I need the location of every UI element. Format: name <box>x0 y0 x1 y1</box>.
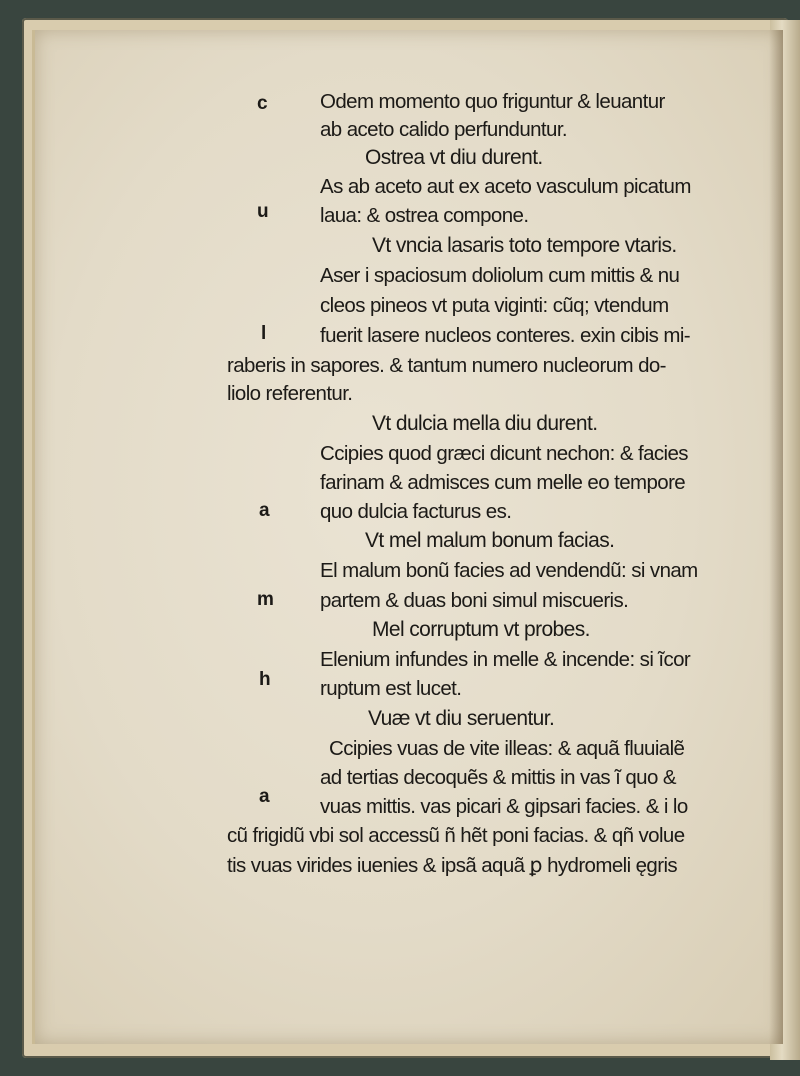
text-line: ad tertias decoquẽs & mittis in vas ĩ quo & <box>320 766 676 789</box>
text-line: liolo referentur. <box>227 382 353 405</box>
margin-letter: u <box>257 201 269 222</box>
text-line: Aser i spaciosum doliolum cum mittis & nu <box>320 264 680 287</box>
section-heading: Ostrea vt diu durent. <box>365 146 543 169</box>
margin-letter: a <box>259 500 269 521</box>
text-line: El malum bonũ facies ad vendendũ: si vnam <box>320 559 698 582</box>
text-line: Odem momento quo friguntur & leuantur <box>320 90 665 113</box>
text-line: partem & duas boni simul miscueris. <box>320 589 629 612</box>
section-heading: Vt mel malum bonum facias. <box>365 529 615 552</box>
text-line: fuerit lasere nucleos conteres. exin cibis mi- <box>320 324 691 347</box>
text-line: As ab aceto aut ex aceto vasculum picatum <box>320 175 691 198</box>
section-heading: Vt vncia lasaris toto tempore vtaris. <box>372 234 677 257</box>
section-heading: Vuæ vt diu seruentur. <box>368 707 555 730</box>
text-line: quo dulcia facturus es. <box>320 500 512 523</box>
text-line: Elenium infundes in melle & incende: si ĩcor <box>320 648 691 671</box>
section-heading: Mel corruptum vt probes. <box>372 618 590 641</box>
text-line: Ccipies vuas de vite illeas: & aquã fluuialẽ <box>329 737 685 760</box>
manuscript-page <box>32 30 783 1044</box>
margin-letter: c <box>257 93 267 114</box>
text-line: Ccipies quod græci dicunt nechon: & facies <box>320 442 688 465</box>
margin-letter: m <box>257 589 274 610</box>
text-line: farinam & admisces cum melle eo tempore <box>320 471 686 494</box>
text-line: ab aceto calido perfunduntur. <box>320 118 568 141</box>
text-line: cleos pineos vt puta viginti: cũq; vtendum <box>320 294 669 317</box>
margin-letter: h <box>259 669 271 690</box>
page-text <box>35 30 783 1044</box>
text-line: raberis in sapores. & tantum numero nucleorum do- <box>227 354 666 377</box>
text-line: cũ frigidũ vbi sol accessũ ñ hẽt poni facias. & qñ volue <box>227 824 685 847</box>
text-line: tis vuas virides iuenies & ipsã aquã ꝑ hydromeli ęgris <box>227 854 678 877</box>
text-line: laua: & ostrea compone. <box>320 204 529 227</box>
section-heading: Vt dulcia mella diu durent. <box>372 412 598 435</box>
text-line: ruptum est lucet. <box>320 677 462 700</box>
margin-letter: a <box>259 786 269 807</box>
margin-letter: l <box>261 323 266 344</box>
text-line: vuas mittis. vas picari & gipsari facies. & i lo <box>320 795 688 818</box>
